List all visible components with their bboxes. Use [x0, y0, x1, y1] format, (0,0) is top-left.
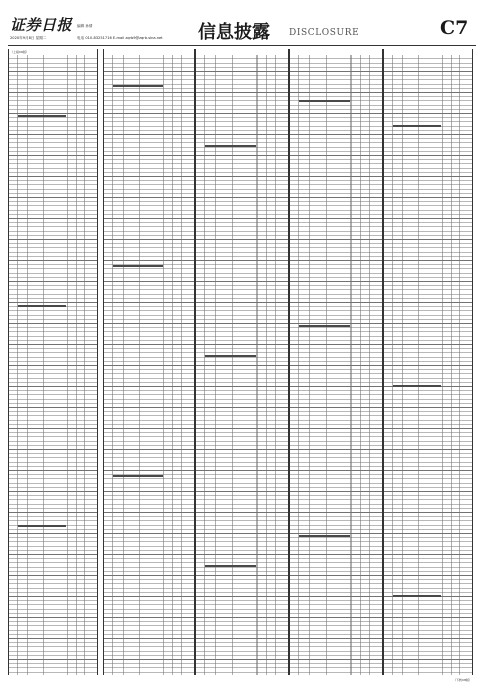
- table-row-group: [393, 125, 441, 127]
- table-column-5: [383, 49, 473, 675]
- disclosure-table-area: [8, 49, 472, 675]
- table-row-group: [393, 385, 441, 387]
- issue-date: 2020年9月8日 星期二: [10, 36, 47, 40]
- table-column-3: [195, 49, 289, 675]
- table-body: [196, 55, 288, 675]
- table-body: [9, 55, 97, 675]
- table-row-group: [205, 355, 256, 357]
- continued-from-label: （上接C6版）: [10, 50, 30, 54]
- table-row-group: [113, 85, 163, 87]
- section-title: 信息披露: [198, 22, 270, 43]
- table-column-1: [8, 49, 98, 675]
- table-row-group: [393, 595, 441, 597]
- section-subtitle: DISCLOSURE: [289, 28, 360, 38]
- table-body: [290, 55, 382, 675]
- table-row-group: [205, 565, 256, 567]
- table-row-group: [18, 115, 66, 117]
- masthead-rule: [8, 45, 476, 46]
- masthead: [8, 14, 478, 44]
- table-row-group: [113, 265, 163, 267]
- newspaper-logo: 证券日报: [10, 16, 73, 34]
- table-body: [104, 55, 194, 675]
- table-column-2: [103, 49, 195, 675]
- table-row-group: [18, 525, 66, 527]
- table-row-group: [18, 305, 66, 307]
- table-row-group: [299, 325, 350, 327]
- contact-line: 电话 010-83251716 E-mail zqrb9@zqrb.sina.net: [77, 36, 163, 40]
- table-row-group: [299, 100, 350, 102]
- table-body: [384, 55, 472, 675]
- editor-line: 编辑 孙倩: [77, 24, 93, 28]
- table-row-group: [205, 145, 256, 147]
- table-row-group: [113, 475, 163, 477]
- continued-on-label: （下转C8版）: [452, 678, 472, 682]
- page-number: C7: [440, 17, 469, 39]
- table-column-4: [289, 49, 383, 675]
- table-row-group: [299, 535, 350, 537]
